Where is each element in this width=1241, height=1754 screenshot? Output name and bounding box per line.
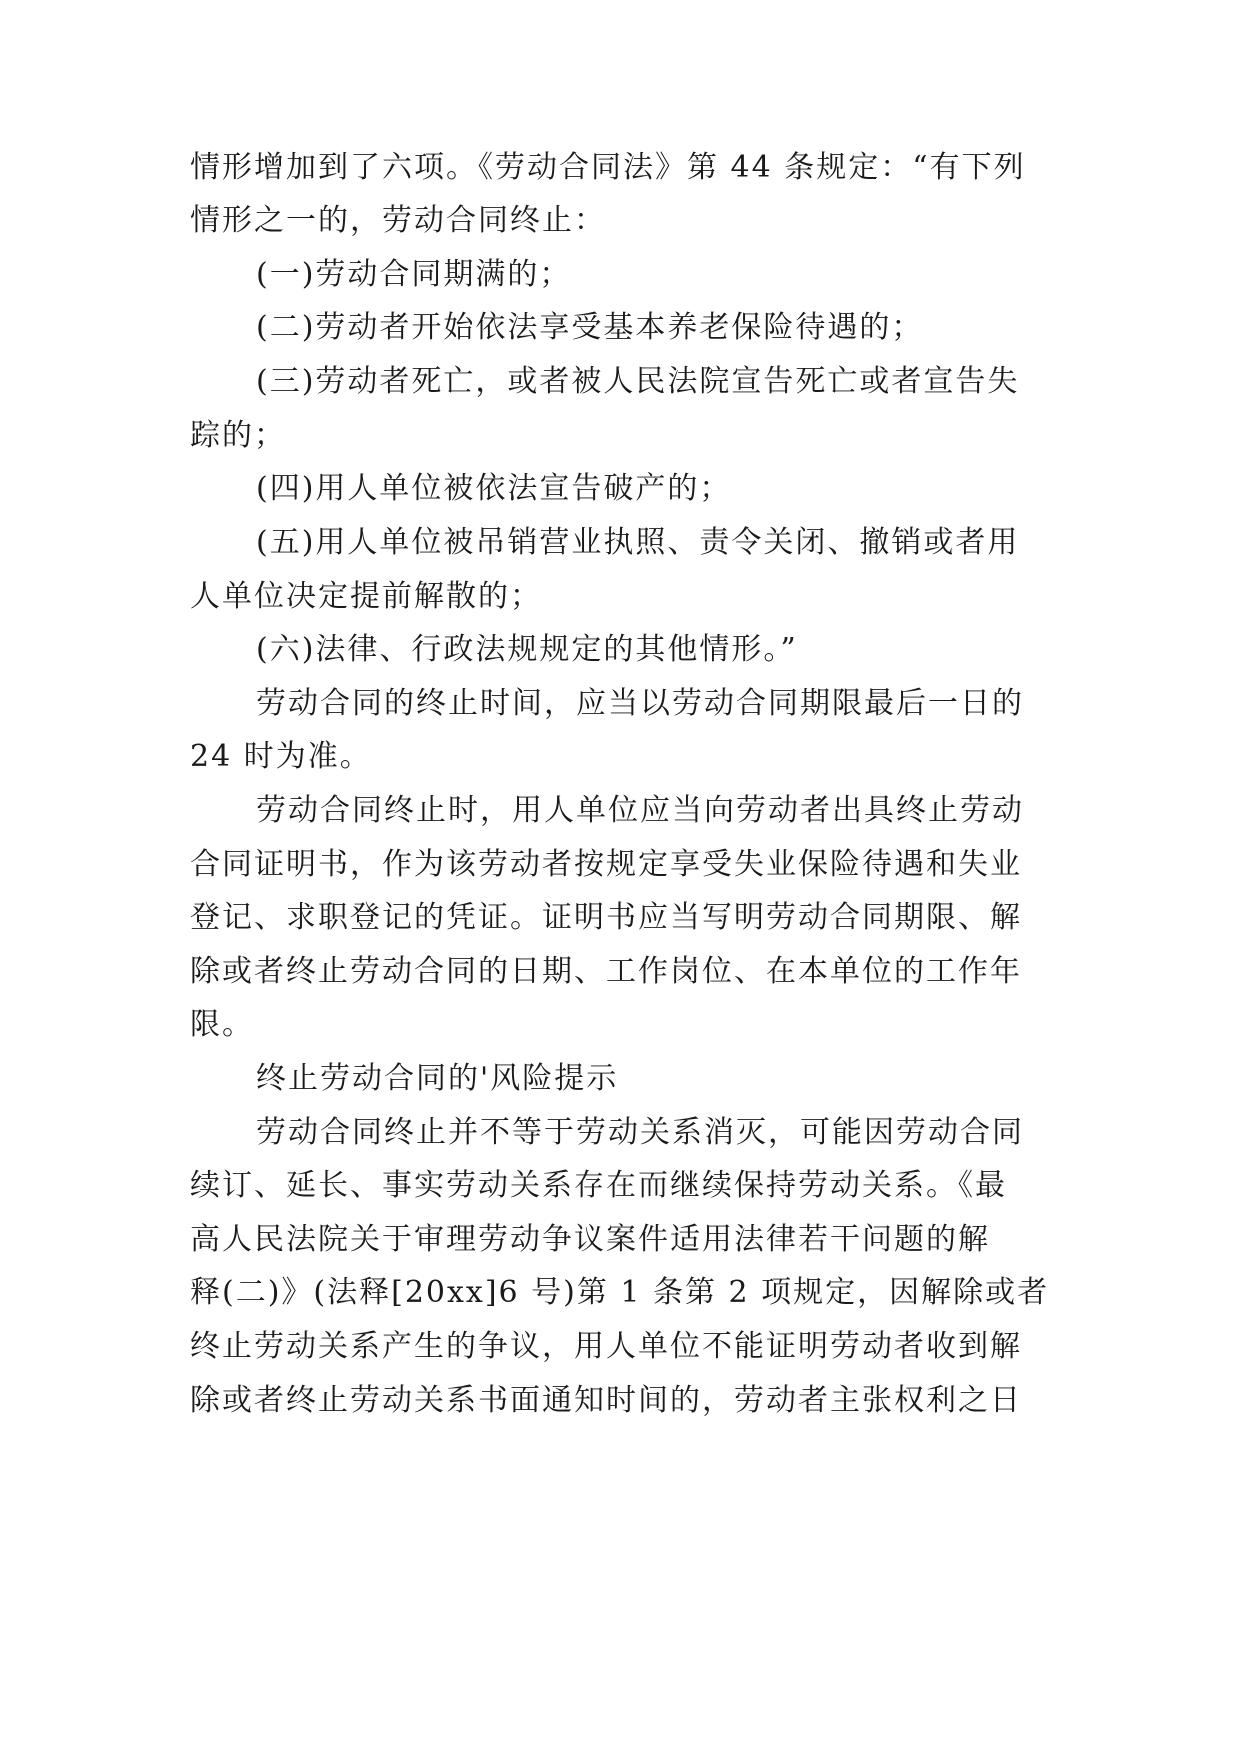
paragraph-certificate-cont-4: 限。: [190, 1007, 254, 1042]
list-item-3: (三)劳动者死亡，或者被人民法院宣告死亡或者宣告失: [256, 364, 1020, 399]
list-item-6: (六)法律、行政法规规定的其他情形。”: [256, 632, 798, 667]
paragraph-termination-time-cont: 24 时为准。: [190, 739, 372, 774]
list-item-3-cont: 踪的；: [190, 418, 286, 453]
text-line-2: 情形之一的，劳动合同终止：: [190, 203, 606, 238]
list-item-1: (一)劳动合同期满的；: [256, 257, 572, 292]
paragraph-risk-cont-5: 除或者终止劳动关系书面通知时间的，劳动者主张权利之日: [190, 1383, 1022, 1418]
paragraph-risk: 劳动合同终止并不等于劳动关系消灭，可能因劳动合同: [256, 1115, 1024, 1150]
paragraph-risk-cont-2: 高人民法院关于审理劳动争议案件适用法律若干问题的解: [190, 1222, 990, 1257]
section-heading-risk: 终止劳动合同的'风险提示: [256, 1061, 619, 1096]
paragraph-risk-cont-1: 续订、延长、事实劳动关系存在而继续保持劳动关系。《最: [190, 1168, 1007, 1203]
list-item-4: (四)用人单位被依法宣告破产的；: [256, 471, 732, 506]
paragraph-termination-time: 劳动合同的终止时间，应当以劳动合同期限最后一日的: [256, 686, 1024, 721]
paragraph-risk-cont-3: 释(二)》(法释[20xx]6 号)第 1 条第 2 项规定，因解除或者: [190, 1275, 1050, 1310]
list-item-2: (二)劳动者开始依法享受基本养老保险待遇的；: [256, 310, 924, 345]
paragraph-certificate-cont-3: 除或者终止劳动合同的日期、工作岗位、在本单位的工作年: [190, 954, 1022, 989]
list-item-5-cont: 人单位决定提前解散的；: [190, 579, 542, 614]
text-line-1: 情形增加到了六项。《劳动合同法》第 44 条规定：“有下列: [190, 150, 1026, 185]
paragraph-certificate: 劳动合同终止时，用人单位应当向劳动者出具终止劳动: [256, 793, 1024, 828]
paragraph-certificate-cont-1: 合同证明书，作为该劳动者按规定享受失业保险待遇和失业: [190, 847, 1022, 882]
paragraph-certificate-cont-2: 登记、求职登记的凭证。证明书应当写明劳动合同期限、解: [190, 900, 1022, 935]
list-item-5: (五)用人单位被吊销营业执照、责令关闭、撤销或者用: [256, 525, 1020, 560]
paragraph-risk-cont-4: 终止劳动关系产生的争议，用人单位不能证明劳动者收到解: [190, 1329, 1022, 1364]
